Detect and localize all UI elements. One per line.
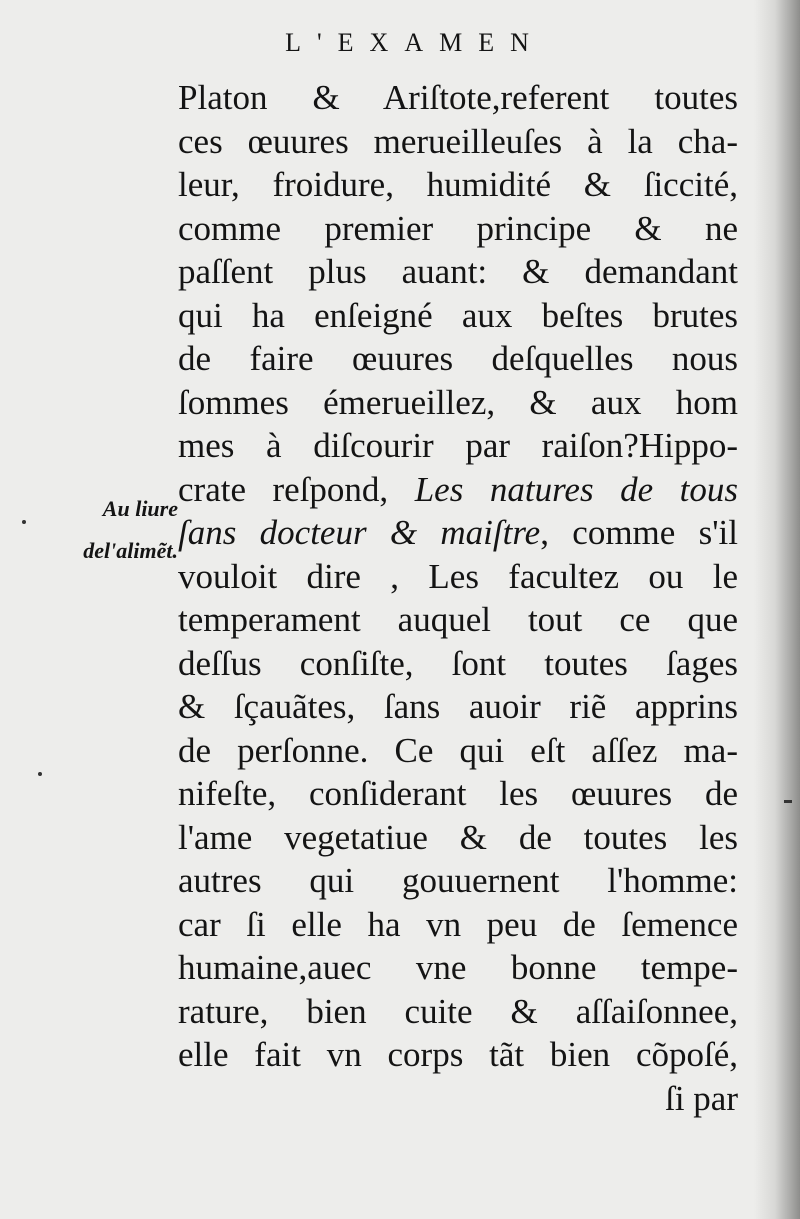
text-line: [178, 337, 738, 381]
text-line: [178, 1077, 738, 1121]
text-segment: ces œuures merueilleuſes à la cha-: [178, 121, 738, 161]
text-line: [178, 772, 738, 816]
text-segment: & ſçauãtes, ſans auoir riẽ apprins: [178, 687, 738, 726]
text-line: [178, 381, 738, 425]
text-segment: temperament auquel tout ce que: [178, 600, 738, 639]
text-line: [178, 76, 738, 120]
text-segment: paſſent plus auant: & demandant: [178, 252, 738, 291]
text-segment: mes à diſcourir par raiſon?Hippo-: [178, 426, 738, 465]
text-line: [178, 1033, 738, 1077]
text-line: [178, 468, 738, 512]
ink-speck: [22, 520, 26, 524]
text-segment: nifeſte, conſiderant les œuures de: [178, 774, 738, 813]
text-line: [178, 598, 738, 642]
text-line: [178, 685, 738, 729]
text-segment: ſi par: [665, 1078, 738, 1118]
text-segment: crate reſpond,: [178, 469, 415, 509]
text-segment: l'ame vegetatiue & de toutes les: [178, 817, 738, 857]
text-line: [178, 903, 738, 947]
text-line: [178, 163, 738, 207]
italic-text-segment: ſans docteur & maiſtre: [178, 513, 541, 552]
text-line: [178, 207, 738, 251]
text-line: [178, 946, 738, 990]
text-segment: autres qui gouuernent l'homme:: [178, 861, 738, 900]
text-line: [178, 816, 738, 860]
ink-speck: [38, 772, 42, 776]
edge-mark: [784, 800, 792, 803]
text-segment: Platon & Ariſtote,referent toutes: [178, 78, 738, 117]
running-head: L'EXAMEN: [285, 28, 545, 57]
text-line: [178, 555, 738, 599]
text-segment: deſſus conſiſte, ſont toutes ſages: [178, 643, 738, 683]
text-segment: de perſonne. Ce qui eſt aſſez ma-: [178, 730, 738, 770]
text-segment: humaine,auec vne bonne tempe-: [178, 948, 738, 987]
text-line: [178, 120, 738, 164]
text-segment: car ſi elle ha vn peu de ſemence: [178, 904, 738, 944]
text-segment: vouloit dire , Les facultez ou le: [178, 556, 738, 596]
text-segment: rature, bien cuite & aſſaiſonnee,: [178, 991, 738, 1031]
page-gutter-shadow: [754, 0, 800, 1219]
text-segment: qui ha enſeigné aux beſtes brutes: [178, 295, 738, 335]
marginal-note-line-2: del'alimẽt.: [83, 538, 178, 563]
text-segment: ſommes émerueillez, & aux hom: [178, 382, 738, 422]
text-segment: , comme s'il: [540, 513, 738, 552]
text-line: [178, 511, 738, 555]
text-segment: leur, froidure, humidité & ſiccité,: [178, 165, 738, 204]
text-segment: de faire œuures deſquelles nous: [178, 339, 738, 378]
body-text: [178, 76, 738, 1120]
text-line: [178, 424, 738, 468]
text-line: [178, 294, 738, 338]
text-line: [178, 859, 738, 903]
text-segment: comme premier principe & ne: [178, 208, 738, 248]
marginal-note-line-1: Au liure: [102, 496, 178, 521]
italic-text-segment: Les natures de tous: [414, 469, 739, 509]
text-line: [178, 990, 738, 1034]
text-line: [178, 729, 738, 773]
text-line: [178, 642, 738, 686]
text-line: [178, 250, 738, 294]
text-segment: elle fait vn corps tãt bien cõpoſé,: [178, 1035, 738, 1074]
marginal-note: [52, 488, 178, 572]
